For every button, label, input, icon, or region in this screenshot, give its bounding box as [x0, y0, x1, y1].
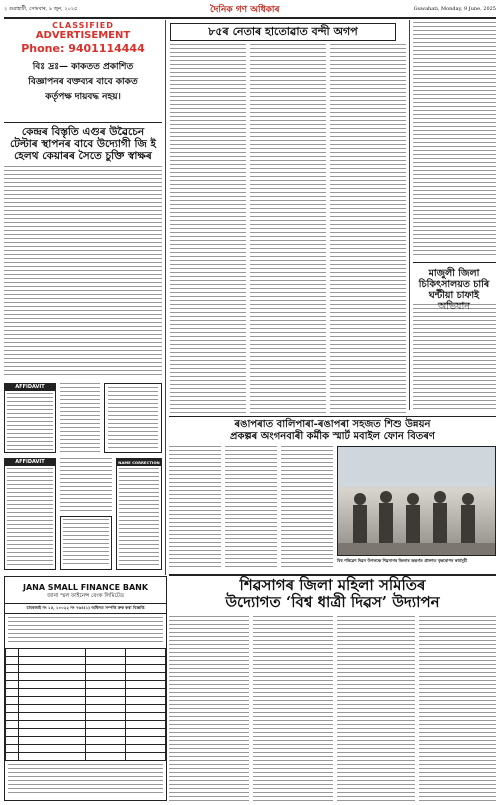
- bank-notice: চাবৰজাই নং ১৫, ১০০২২ নং ৭৬৪(১) অধিনত সম্পত্তি ক্ৰক কৰা বিজ্ঞপ্তি: [5, 603, 166, 614]
- page-date-left: ২ গুৱাহাটী, সোমবাৰ, ৯ জুন, ২০২৫: [4, 6, 78, 12]
- column-rule: [165, 20, 166, 575]
- page-date-right: Guwahati, Monday, 9 June, 2025: [413, 6, 496, 12]
- affidavit-box-1: [4, 383, 56, 453]
- ad-body-2: [60, 458, 112, 512]
- ad-body: [60, 383, 100, 453]
- affidavit-box-2: [4, 458, 56, 570]
- photo-caption: বিশ্ব পৰিৱেশ দিৱস উপলক্ষে শিৱসাগৰ জিলাৰ অন্তৰ্গত প্ৰাঙ্গণত বৃক্ষৰোপন কাৰ্যসূচী: [337, 558, 468, 563]
- rule: [4, 122, 162, 123]
- story-mid-headline: [169, 419, 496, 443]
- right-col-top: [413, 22, 496, 257]
- story-top-col-1: [170, 44, 246, 414]
- column-rule: [409, 20, 410, 410]
- story-mid-headline-1: ৰঙাপৰাত বালিপাৰা-ৰঙাপৰা সহজত শিশু উন্নয়ন: [234, 419, 431, 430]
- story-bottom-col-4: [419, 616, 496, 801]
- story-bottom-headline-1: শিৱসাগৰ জিলা মহিলা সমিতিৰ: [239, 576, 426, 594]
- story-top-headline: ৮৫ৰ নেতাৰ হাতোৱাত বন্দী অগপ: [170, 23, 396, 41]
- classified-ad: [4, 21, 162, 116]
- story-left-headline-3: হেলথ কেয়াৰৰ সৈতে চুক্তি স্বাক্ষৰ: [14, 150, 152, 162]
- ad-box-small: [60, 516, 112, 570]
- story-mid-col-3: [281, 446, 333, 570]
- story-bottom-headline: [169, 577, 496, 611]
- story-right-headline-3: ঘন্টীয়া চাফাই: [428, 290, 480, 301]
- masthead: [4, 2, 496, 16]
- story-left-headline: [4, 126, 162, 162]
- story-right-headline-1: মাজুলী জিলা: [428, 268, 480, 279]
- story-mid-col-2: [225, 446, 277, 570]
- story-bottom-col-1: [169, 616, 249, 801]
- story-mid-col-1: [169, 446, 221, 570]
- story-right-body: [413, 304, 496, 410]
- story-left-headline-2: টেল্টাৰ স্থাপনৰ বাবে উদ্যোগী জি ই: [10, 138, 156, 150]
- rule: [169, 416, 496, 417]
- story-left-body: [4, 166, 162, 376]
- story-mid-headline-2: প্ৰকল্পৰ অংগনবাৰী কৰ্মীক স্মাৰ্ট মবাইল ফোন বিতৰণ: [230, 431, 435, 442]
- story-bottom-headline-2: উদ্যোগত ‘বিশ্ব ধাত্ৰী দিৱস’ উদ্যাপন: [225, 593, 440, 611]
- bank-name: JANA SMALL FINANCE BANK: [22, 583, 149, 592]
- classified-label: CLASSIFIED: [52, 21, 114, 30]
- name-correction-box: [116, 458, 162, 570]
- classified-phone: Phone: 9401114444: [21, 42, 145, 55]
- story-top-col-2: [250, 44, 326, 414]
- bank-subtitle: জানা স্মল ফাইনেন্স বেংক লিমিটেড: [47, 593, 124, 599]
- affidavit-title-2: AFFIDAVIT: [5, 459, 55, 466]
- story-left-headline-1: কেন্দ্ৰৰ বিস্তৃতি এগুৰ উৱৈচেন: [21, 126, 145, 138]
- people-photo-icon: [338, 447, 495, 555]
- affidavit-title-1: AFFIDAVIT: [5, 384, 55, 391]
- bank-table: [5, 648, 166, 761]
- classified-note-2: বিজ্ঞাপনৰ বক্তব্যৰ বাবে কাকত: [28, 77, 138, 87]
- story-bottom-col-2: [253, 616, 333, 801]
- header-rule: [4, 17, 496, 19]
- name-correction-title: NAME CORRECTION: [118, 460, 160, 465]
- newspaper-logo: দৈনিক গণ অধিকাৰ: [210, 5, 280, 15]
- story-bottom-col-3: [337, 616, 415, 801]
- story-right-headline-2: চিকিৎসালয়ত চাৰি: [418, 279, 490, 290]
- classified-note-3: কৰ্তৃপক্ষ দায়বদ্ধ নহয়।: [45, 92, 121, 102]
- story-photo: [337, 446, 496, 556]
- classified-title: ADVERTISEMENT: [35, 30, 131, 41]
- classified-note-1: বিঃ দ্ৰঃ— কাকতত প্ৰকাশিত: [32, 62, 134, 72]
- story-top-col-3: [330, 44, 406, 414]
- rule: [413, 262, 496, 263]
- ad-box: [104, 383, 162, 453]
- bank-ad: [4, 576, 167, 801]
